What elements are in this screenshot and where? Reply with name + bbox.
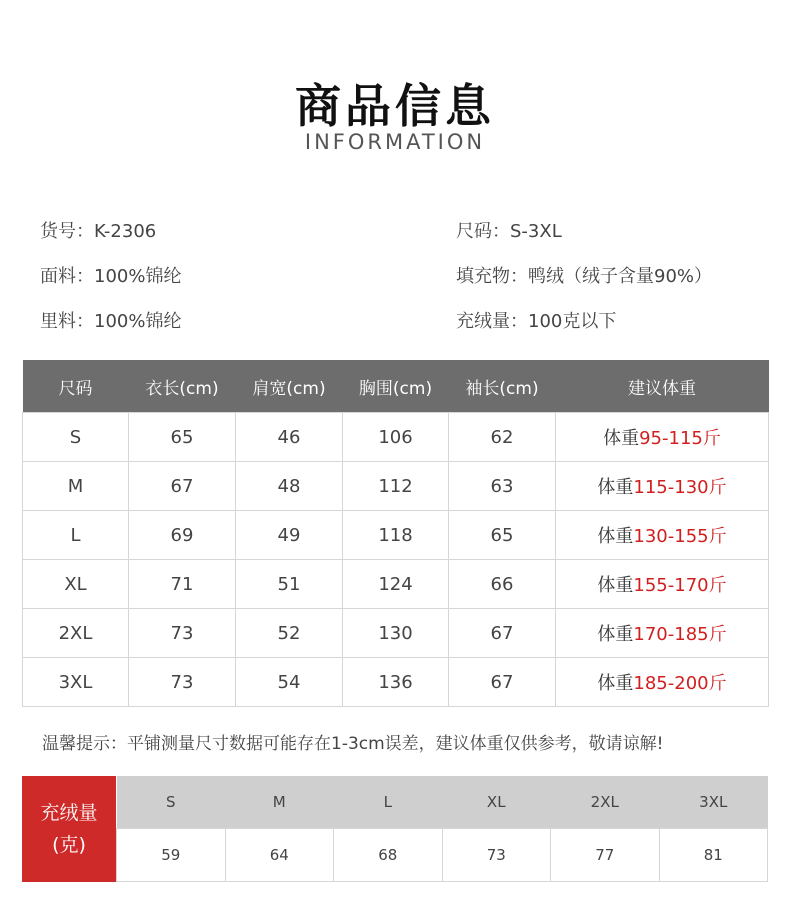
fill-value-row xyxy=(117,829,768,882)
fill-amount-table xyxy=(116,776,768,882)
cell-chest: 124 xyxy=(343,560,449,609)
fill-value: 77 xyxy=(551,829,660,882)
cell-weight xyxy=(556,658,769,707)
fill-size: XL xyxy=(442,776,551,829)
cell-size: M xyxy=(23,462,129,511)
weight-range: 185-200斤 xyxy=(633,673,727,694)
fill-amount-section xyxy=(22,776,768,882)
size-table-header xyxy=(23,360,769,413)
table-row xyxy=(23,658,769,707)
page-subtitle: INFORMATION xyxy=(304,130,486,154)
fill-size: M xyxy=(225,776,334,829)
fill-value: 81 xyxy=(659,829,768,882)
weight-prefix: 体重 xyxy=(603,428,640,449)
cell-sleeve: 66 xyxy=(449,560,556,609)
cell-chest: 106 xyxy=(343,413,449,462)
cell-length: 69 xyxy=(129,511,236,560)
fill-value: 64 xyxy=(225,829,334,882)
cell-weight xyxy=(556,609,769,658)
cell-sleeve: 67 xyxy=(449,658,556,707)
cell-size: XL xyxy=(23,560,129,609)
cell-sleeve: 65 xyxy=(449,511,556,560)
cell-size: S xyxy=(23,413,129,462)
fill-size: 2XL xyxy=(551,776,660,829)
info-lining: 里料：100%锦纶 xyxy=(40,311,182,332)
fill-label-line2: (克) xyxy=(52,834,86,856)
weight-prefix: 体重 xyxy=(597,575,634,596)
header-sleeve: 袖长(cm) xyxy=(449,360,556,413)
page-title: 商品信息 xyxy=(295,79,495,133)
header-shoulder: 肩宽(cm) xyxy=(236,360,343,413)
weight-prefix: 体重 xyxy=(597,477,634,498)
weight-range: 170-185斤 xyxy=(633,624,727,645)
cell-length: 65 xyxy=(129,413,236,462)
fill-amount-label xyxy=(22,776,116,882)
fill-value: 59 xyxy=(117,829,226,882)
header-weight: 建议体重 xyxy=(556,360,769,413)
cell-length: 71 xyxy=(129,560,236,609)
cell-size: 2XL xyxy=(23,609,129,658)
weight-range: 95-115斤 xyxy=(639,428,721,449)
table-row xyxy=(23,609,769,658)
cell-sleeve: 63 xyxy=(449,462,556,511)
fill-size: S xyxy=(117,776,226,829)
weight-prefix: 体重 xyxy=(597,673,634,694)
cell-chest: 118 xyxy=(343,511,449,560)
table-row xyxy=(23,462,769,511)
cell-length: 67 xyxy=(129,462,236,511)
fill-value: 73 xyxy=(442,829,551,882)
weight-range: 115-130斤 xyxy=(633,477,727,498)
info-fabric: 面料：100%锦纶 xyxy=(40,266,182,287)
fill-size-row xyxy=(117,776,768,829)
cell-shoulder: 46 xyxy=(236,413,343,462)
table-row xyxy=(23,413,769,462)
cell-chest: 130 xyxy=(343,609,449,658)
fill-size: L xyxy=(334,776,443,829)
size-table xyxy=(22,360,769,707)
info-filling: 填充物：鸭绒（绒子含量90%） xyxy=(456,266,713,287)
weight-prefix: 体重 xyxy=(597,624,634,645)
header-size: 尺码 xyxy=(23,360,129,413)
info-size-range: 尺码：S-3XL xyxy=(456,221,562,242)
cell-shoulder: 49 xyxy=(236,511,343,560)
weight-prefix: 体重 xyxy=(597,526,634,547)
weight-range: 155-170斤 xyxy=(633,575,727,596)
cell-chest: 136 xyxy=(343,658,449,707)
cell-shoulder: 54 xyxy=(236,658,343,707)
measurement-tip: 温馨提示：平铺测量尺寸数据可能存在1-3cm误差，建议体重仅供参考，敬请谅解! xyxy=(42,734,664,754)
weight-range: 130-155斤 xyxy=(633,526,727,547)
cell-weight xyxy=(556,413,769,462)
header-length: 衣长(cm) xyxy=(129,360,236,413)
cell-shoulder: 51 xyxy=(236,560,343,609)
header-chest: 胸围(cm) xyxy=(343,360,449,413)
table-row xyxy=(23,511,769,560)
fill-size: 3XL xyxy=(659,776,768,829)
info-fill-amount: 充绒量：100克以下 xyxy=(456,311,617,332)
cell-sleeve: 67 xyxy=(449,609,556,658)
cell-weight xyxy=(556,560,769,609)
cell-size: L xyxy=(23,511,129,560)
fill-value: 68 xyxy=(334,829,443,882)
cell-sleeve: 62 xyxy=(449,413,556,462)
info-item-no: 货号：K-2306 xyxy=(40,221,157,242)
cell-length: 73 xyxy=(129,658,236,707)
cell-size: 3XL xyxy=(23,658,129,707)
cell-weight xyxy=(556,511,769,560)
table-row xyxy=(23,560,769,609)
cell-length: 73 xyxy=(129,609,236,658)
cell-chest: 112 xyxy=(343,462,449,511)
cell-shoulder: 48 xyxy=(236,462,343,511)
cell-weight xyxy=(556,462,769,511)
fill-label-line1: 充绒量 xyxy=(40,802,98,824)
cell-shoulder: 52 xyxy=(236,609,343,658)
